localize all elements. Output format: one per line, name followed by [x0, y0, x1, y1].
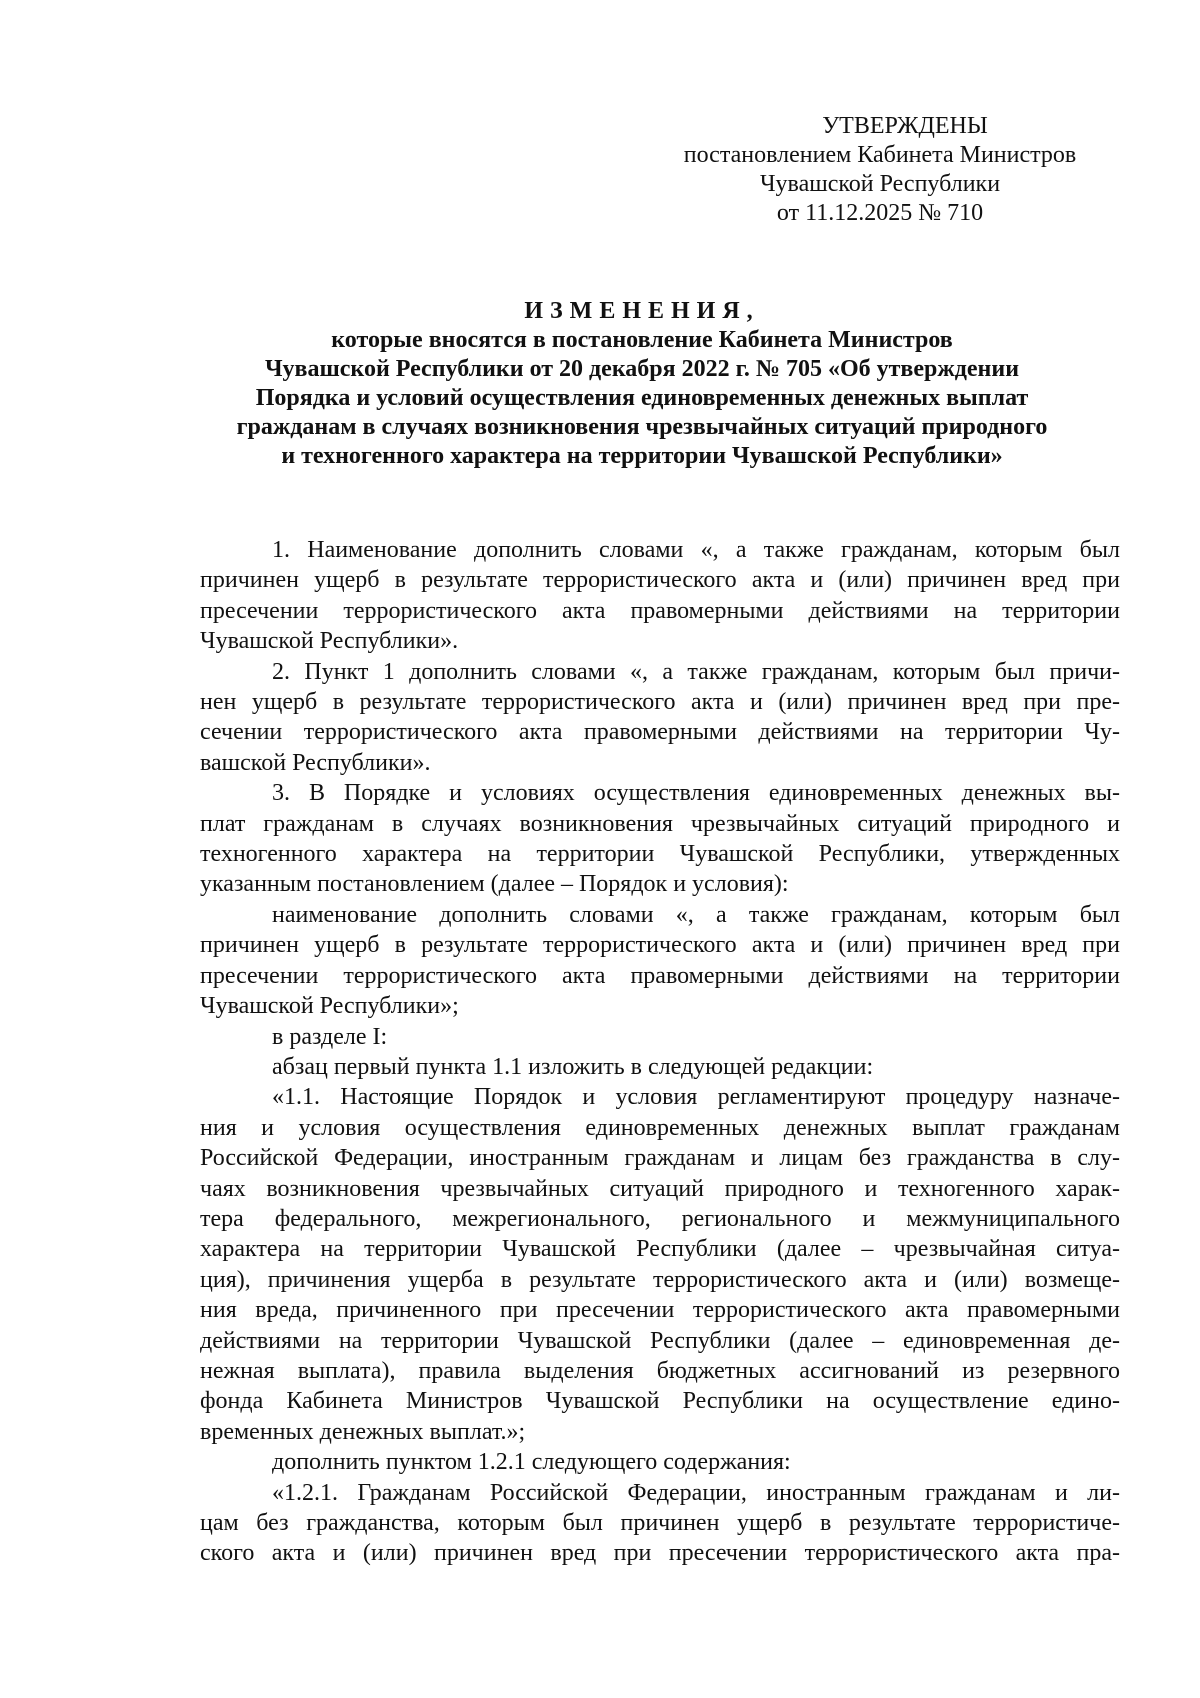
- body-paragraph: [200, 1052, 1120, 1082]
- paragraph-line: пресечении террористического акта правомерными действиями на территории: [200, 597, 1120, 624]
- approval-heading: УТВЕРЖДЕНЫ: [822, 113, 988, 139]
- paragraph-line: плат гражданам в случаях возникновения чрезвычайных ситуаций природного и: [200, 810, 1120, 837]
- title-heading: ИЗМЕНЕНИЯ,: [524, 298, 760, 324]
- paragraph-line: техногенного характера на территории Чувашской Республики, утвержденных: [200, 841, 1120, 868]
- paragraph-line: ния вреда, причиненного при пресечении террористического акта правомерными: [200, 1297, 1120, 1324]
- paragraph-line: характера на территории Чувашской Республики (далее – чрезвычайная ситуа-: [200, 1236, 1120, 1263]
- paragraph-line: ция), причинения ущерба в результате террористического акта и (или) возмеще-: [200, 1266, 1120, 1293]
- paragraph-line: ского акта и (или) причинен вред при пресечении террористического акта пра-: [200, 1540, 1120, 1567]
- paragraph-line: временных денежных выплат.»;: [200, 1418, 526, 1445]
- title-line: Чувашской Республики от 20 декабря 2022 г. № 705 «Об утверждении: [264, 356, 1020, 382]
- paragraph-line: сечении террористического акта правомерными действиями на территории Чу-: [200, 719, 1120, 746]
- paragraph-line: цам без гражданства, которым был причинен ущерб в результате террористиче-: [200, 1510, 1120, 1536]
- paragraph-line: в разделе I:: [272, 1023, 388, 1050]
- paragraph-line: чаях возникновения чрезвычайных ситуаций природного и техногенного харак-: [200, 1175, 1120, 1202]
- title-line: и техногенного характера на территории Чувашской Республики»: [281, 443, 1003, 469]
- body-paragraph: [200, 535, 1120, 657]
- paragraph-line: 2. Пункт 1 дополнить словами «, а также гражданам, которым был причи-: [272, 658, 1120, 685]
- body-paragraph: [200, 1082, 1120, 1447]
- paragraph-line: ния и условия осуществления единовременных денежных выплат гражданам: [200, 1114, 1120, 1141]
- approval-region: Чувашской Республики: [759, 171, 1001, 197]
- paragraph-line: 1. Наименование дополнить словами «, а также гражданам, которым был: [272, 537, 1120, 563]
- document-title: [196, 297, 1088, 471]
- paragraph-line: абзац первый пункта 1.1 изложить в следующей редакции:: [272, 1053, 874, 1080]
- paragraph-line: Чувашской Республики».: [200, 628, 459, 655]
- paragraph-line: причинен ущерб в результате террористического акта и (или) причинен вред при: [200, 567, 1120, 594]
- approval-issuer: постановлением Кабинета Министров: [683, 142, 1077, 168]
- body-paragraph: [200, 1447, 1120, 1477]
- paragraph-line: причинен ущерб в результате террористического акта и (или) причинен вред при: [200, 932, 1120, 959]
- body-paragraph: [200, 1022, 1120, 1052]
- paragraph-line: Российской Федерации, иностранным гражданам и лицам без гражданства в слу-: [200, 1145, 1120, 1172]
- paragraph-line: 3. В Порядке и условиях осуществления единовременных денежных вы-: [272, 780, 1120, 807]
- title-line: которые вносятся в постановление Кабинета Министров: [331, 327, 953, 353]
- paragraph-line: «1.1. Настоящие Порядок и условия регламентируют процедуру назначе-: [272, 1084, 1120, 1111]
- paragraph-line: фонда Кабинета Министров Чувашской Республики на осуществление едино-: [200, 1388, 1120, 1415]
- approval-date-number: от 11.12.2025 № 710: [776, 200, 984, 226]
- paragraph-line: нен ущерб в результате террористического акта и (или) причинен вред при пре-: [200, 689, 1120, 716]
- paragraph-line: Чувашской Республики»;: [200, 993, 459, 1020]
- body-paragraph: [200, 900, 1120, 1022]
- paragraph-line: пресечении террористического акта правомерными действиями на территории: [200, 962, 1120, 989]
- approval-stamp: [660, 112, 1100, 228]
- title-line: гражданам в случаях возникновения чрезвычайных ситуаций природного: [236, 414, 1048, 440]
- title-line: Порядка и условий осуществления единовременных денежных выплат: [255, 385, 1029, 411]
- body-paragraph: [200, 778, 1120, 900]
- paragraph-line: нежная выплата), правила выделения бюджетных ассигнований из резервного: [200, 1357, 1120, 1384]
- paragraph-line: действиями на территории Чувашской Республики (далее – единовременная де-: [200, 1327, 1120, 1354]
- paragraph-line: вашской Республики».: [200, 749, 431, 776]
- paragraph-line: тера федерального, межрегионального, регионального и межмуниципального: [200, 1205, 1120, 1232]
- body-paragraph: [200, 657, 1120, 779]
- paragraph-line: дополнить пунктом 1.2.1 следующего содержания:: [272, 1449, 791, 1476]
- paragraph-line: наименование дополнить словами «, а также гражданам, которым был: [272, 901, 1120, 928]
- paragraph-line: указанным постановлением (далее – Порядок и условия):: [200, 871, 789, 898]
- paragraph-line: «1.2.1. Гражданам Российской Федерации, иностранным гражданам и ли-: [272, 1479, 1120, 1506]
- document-body: [200, 535, 1120, 1569]
- body-paragraph: [200, 1478, 1120, 1569]
